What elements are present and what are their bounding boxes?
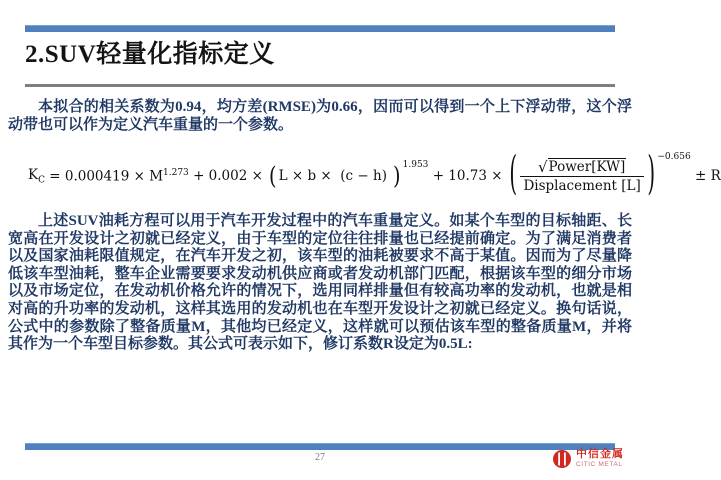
formula-exponent-1: 1.273 bbox=[163, 167, 189, 178]
formula-term1: = $0.000419 \times M^{1.273}$ bbox=[44, 167, 189, 185]
page-number: 27 bbox=[315, 452, 325, 463]
paragraph-rmse: 本拟合的相关系数为0.94，均方差(RMSE)为0.66，因而可以得到一个上下浮动带，这个浮动带也可以作为定义汽车重量的一个参数。 bbox=[8, 99, 632, 133]
formula-term2-operator: + 0.002 × bbox=[188, 168, 268, 184]
bottom-accent-bar bbox=[25, 443, 615, 450]
kc-formula: $K_C$ = $0.000419 \times M^{1.273}$ + 0.002 × ( L × b × (c − h) ) $^{1.953}$ + 10.73 × ( √ Power[KW] Displacement [L] ) $^{-0.656}$ ± R bbox=[28, 148, 721, 202]
logo-en-text: CITIC METAL bbox=[576, 461, 623, 469]
title-divider bbox=[25, 84, 615, 87]
formula-denominator: Displacement [L] bbox=[520, 176, 643, 194]
formula-term3-operator: + 10.73 × bbox=[428, 168, 507, 184]
formula-lhs-subscript: C bbox=[38, 175, 45, 186]
formula-tail: ± R bbox=[690, 168, 721, 184]
citic-logo-icon bbox=[552, 449, 572, 469]
sqrt-icon: √ bbox=[537, 158, 548, 176]
formula-fraction bbox=[520, 158, 643, 194]
logo-cn-text: 中信金属 bbox=[576, 448, 624, 461]
top-accent-bar bbox=[25, 25, 615, 32]
paragraph-main: 上述SUV油耗方程可以用于汽车开发过程中的汽车重量定义。如某个车型的目标轴距、长宽高在开发设计之初就已经定义，由于车型的定位往往排量也已经提前确定。为了满足消费者以及国家油耗限值规定，在汽车开发之初，该车型的油耗被要求不高于某值。因而为了尽量降低该车型油耗，整车企业需要要求发动机供应商或者发动机部门匹配，根据该车型的细分市场以及市场定位，在发动机价格允许的情况下，选用同样排量但有较高功率的发动机，也就是相对高的升功率的发动机，这样其选用的发动机也在车型开发设计之初就已经定义。换句话说，公式中的参数除了整备质量M，其他均已经定义，这样就可以预估该车型的整备质量M，并将其作为一个车型目标参数。其公式可表示如下，修订系数R设定为0.5L: bbox=[8, 213, 632, 353]
formula-lhs: $K_C$ bbox=[28, 166, 45, 186]
citic-logo-text bbox=[576, 449, 624, 469]
formula-exponent-2: 1.953 bbox=[402, 160, 429, 170]
formula-term2-inner: L × b × (c − h) bbox=[278, 168, 392, 184]
formula-numerator: √ Power[KW] bbox=[537, 158, 626, 176]
citic-logo bbox=[552, 449, 624, 469]
formula-exponent-3: −0.656 bbox=[657, 152, 691, 162]
slide-title: 2.SUV轻量化指标定义 bbox=[25, 41, 275, 68]
